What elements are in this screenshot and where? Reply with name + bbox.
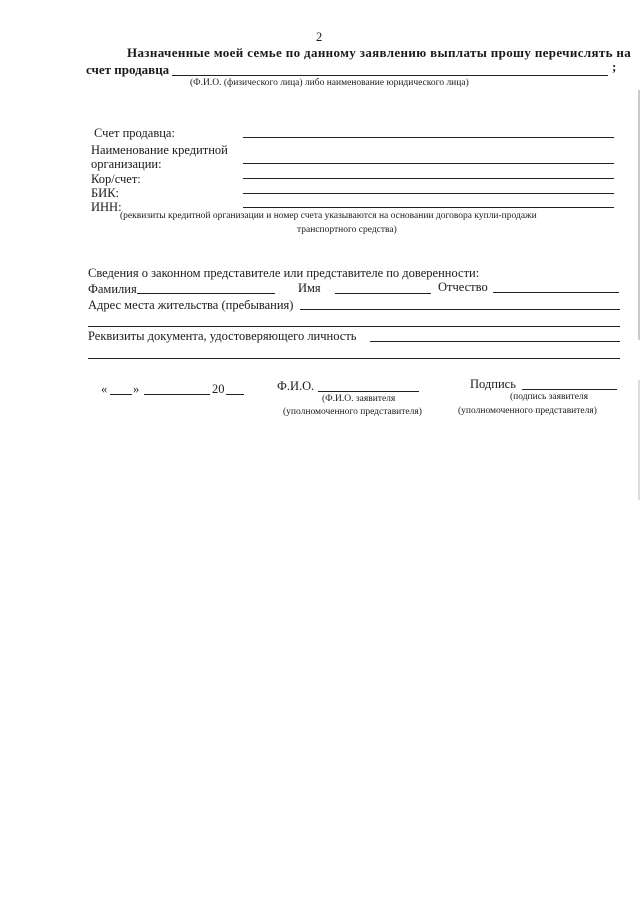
bank-note-2: транспортного средства) — [297, 225, 397, 235]
address-label: Адрес места жительства (пребывания) — [88, 298, 294, 312]
address-field[interactable] — [300, 309, 620, 310]
bank-name-label-1: Наименование кредитной — [91, 143, 228, 157]
seller-name-caption: (Ф.И.О. (физического лица) либо наименование юридического лица) — [190, 78, 469, 88]
date-year-prefix: 20 — [212, 382, 225, 396]
request-line-1: Назначенные моей семье по данному заявлению выплаты прошу перечислять на — [127, 45, 632, 60]
patronymic-field[interactable] — [493, 292, 619, 293]
corr-account-label: Кор/счет: — [91, 172, 141, 186]
page-number: 2 — [316, 30, 323, 44]
bank-name-field[interactable] — [243, 163, 614, 164]
bik-label: БИК: — [91, 186, 120, 200]
inn-label: ИНН: — [91, 200, 122, 214]
signature-label: Подпись — [470, 377, 516, 391]
date-year-field[interactable] — [226, 394, 244, 395]
fio-caption-2: (уполномоченного представителя) — [283, 407, 422, 417]
fio-caption-1: (Ф.И.О. заявителя — [322, 394, 396, 404]
date-day-field[interactable] — [110, 394, 132, 395]
name-label: Имя — [298, 281, 321, 295]
patronymic-label: Отчество — [438, 280, 488, 294]
name-field[interactable] — [335, 293, 431, 294]
surname-field[interactable] — [137, 293, 275, 294]
date-close-quote: » — [133, 382, 140, 396]
request-line-2: счет продавца — [86, 62, 170, 77]
bik-field[interactable] — [243, 193, 614, 194]
document-field[interactable] — [370, 341, 620, 342]
signature-caption-2: (уполномоченного представителя) — [458, 406, 597, 416]
address-field-continued[interactable] — [88, 326, 620, 327]
account-label: Счет продавца: — [94, 126, 175, 140]
account-field[interactable] — [243, 137, 614, 138]
document-field-continued[interactable] — [88, 358, 620, 359]
date-open-quote: « — [101, 382, 108, 396]
bank-name-label-2: организации: — [91, 157, 162, 171]
seller-name-field[interactable] — [172, 75, 608, 76]
bank-note-1: (реквизиты кредитной организации и номер счета указываются на основании договора купли-продажи — [120, 211, 537, 221]
signature-field[interactable] — [522, 389, 617, 390]
representative-heading: Сведения о законном представителе или представителе по доверенности: — [88, 266, 480, 280]
surname-label: Фамилия — [88, 282, 137, 296]
request-line-end: ; — [612, 59, 617, 74]
signature-caption-1: (подпись заявителя — [510, 392, 589, 402]
document-label: Реквизиты документа, удостоверяющего личность — [88, 329, 357, 343]
fio-field[interactable] — [318, 391, 419, 392]
corr-account-field[interactable] — [243, 178, 614, 179]
date-month-field[interactable] — [144, 394, 210, 395]
inn-field[interactable] — [243, 207, 614, 208]
fio-label: Ф.И.О. — [277, 379, 315, 393]
